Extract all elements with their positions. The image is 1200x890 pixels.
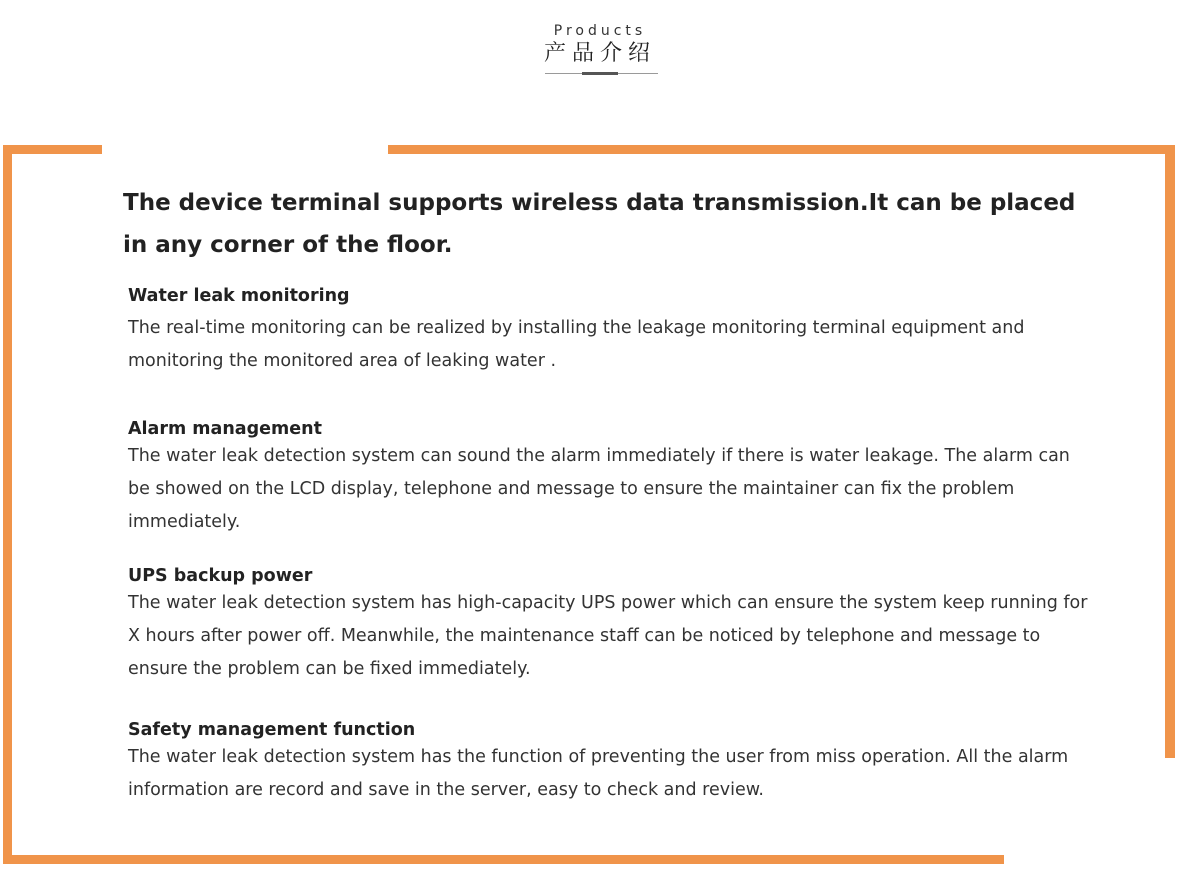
section-body: The water leak detection system has the function of preventing the user from miss operation. All the alarm information are record and save in the server, easy to check and review.	[128, 747, 1069, 800]
section-safety-management	[128, 719, 1088, 807]
section-water-leak-monitoring	[128, 285, 1088, 378]
section-body: The real-time monitoring can be realized by installing the leakage monitoring terminal equipment and monitoring the monitored area of leaking water .	[128, 318, 1025, 371]
frame-right	[1165, 145, 1175, 758]
frame-bottom	[3, 855, 1004, 864]
header-title-zh: 产品介绍	[543, 41, 656, 66]
frame-left	[3, 145, 12, 864]
section-title: Alarm management	[128, 419, 322, 439]
header-title-en: Products	[553, 23, 647, 39]
header-divider-accent	[582, 72, 618, 75]
section-title: UPS backup power	[128, 566, 313, 586]
headline: The device terminal supports wireless data transmission.It can be placed in any corner of the floor.	[123, 190, 1076, 258]
frame-top-left	[3, 145, 102, 154]
section-title: Safety management function	[128, 720, 416, 740]
section-alarm-management	[128, 418, 1088, 539]
section-title: Water leak monitoring	[128, 286, 350, 306]
section-ups-backup-power	[128, 565, 1088, 686]
section-body: The water leak detection system has high-capacity UPS power which can ensure the system keep running for X hours after power off. Meanwhile, the maintenance staff can be noticed by telephone and message to ensure the problem can be fixed immediately.	[128, 593, 1088, 679]
frame-top-right	[388, 145, 1175, 154]
section-body: The water leak detection system can sound the alarm immediately if there is water leakage. The alarm can be showed on the LCD display, telephone and message to ensure the maintainer can fix the problem immediately.	[128, 446, 1070, 532]
products-header	[0, 22, 1200, 68]
